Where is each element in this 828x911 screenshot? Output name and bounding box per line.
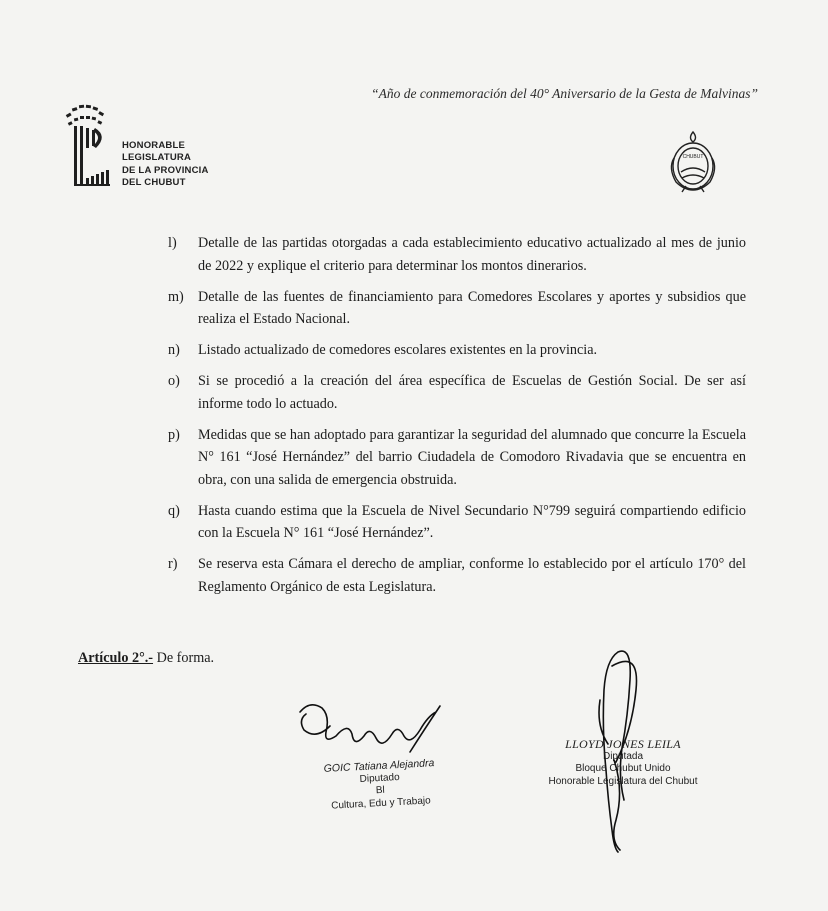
list-item xyxy=(168,232,746,277)
institution-line: HONORABLE xyxy=(122,140,186,151)
signatory-name: LLOYD JONES LEILA xyxy=(565,737,681,751)
list-item xyxy=(168,553,746,598)
list-item xyxy=(168,500,746,545)
institution-name xyxy=(122,140,209,190)
chubut-crest-icon xyxy=(664,128,722,194)
signatory-line: Bl xyxy=(375,784,386,797)
signature-block-goic xyxy=(299,756,461,814)
signatory-name: GOIC Tatiana Alejandra xyxy=(323,757,435,775)
signatory-line: Bloque Chubut Unido xyxy=(575,763,671,774)
institution-line: LEGISLATURA xyxy=(122,152,192,164)
legislature-logo-icon xyxy=(62,100,114,192)
list-item xyxy=(168,370,746,415)
item-text: Hasta cuando estima que la Escuela de Nivel Secundario N°799 seguirá compartiendo edificio con la Escuela N° 161 “José Hernández”. xyxy=(198,502,746,542)
item-marker: m) xyxy=(168,288,184,305)
institution-line: DE LA PROVINCIA xyxy=(122,164,209,176)
list-item xyxy=(168,286,746,331)
signature-scribble-goic xyxy=(300,705,440,752)
signatory-line: Cultura, Edu xyxy=(330,797,388,812)
institution-line: DEL CHUBUT xyxy=(122,177,186,189)
item-text: Medidas que se han adoptado para garantizar la seguridad del alumnado que concurre la Escuela N° 161 “José Hernández” del barrio Ciudadela de Comodoro Rivadavia que se encuentra en obra, con una salida de emergencia obstruida. xyxy=(198,426,746,488)
item-text: Se reserva esta Cámara el derecho de ampliar, conforme lo establecido por el artículo 170° del Reglamento Orgánico de esta Legislatura. xyxy=(198,556,746,596)
item-text: Detalle de las fuentes de financiamiento para Comedores Escolares y aportes y subsidios que realiza el Estado Nacional. xyxy=(198,288,746,328)
item-marker: r) xyxy=(168,556,178,573)
signatory-line: Diputado xyxy=(359,771,400,785)
request-items-list xyxy=(168,232,746,607)
article-text: De forma. xyxy=(156,650,215,666)
signatory-line: Honorable Legislatura del Chubut xyxy=(548,775,698,787)
item-marker: q) xyxy=(168,502,180,519)
item-marker: p) xyxy=(168,426,180,443)
item-marker: o) xyxy=(168,373,180,390)
signatory-line: Diputada xyxy=(602,750,644,762)
item-marker: n) xyxy=(168,342,180,359)
list-item xyxy=(168,424,746,492)
signature-block-lloyd xyxy=(536,738,710,788)
item-text: Detalle de las partidas otorgadas a cada establecimiento educativo actualizado al mes de junio de 2022 y explique el criterio para determinar los montos dinerarios. xyxy=(198,235,746,274)
item-text: Listado actualizado de comedores escolares existentes en la provincia. xyxy=(198,342,598,359)
item-marker: l) xyxy=(168,235,177,251)
signatory-line: y Trabajo xyxy=(389,794,431,809)
year-motto: “Año de conmemoración del 40° Aniversario de la Gesta de Malvinas” xyxy=(371,86,758,101)
article-heading: Artículo 2°.- xyxy=(78,650,154,666)
list-item xyxy=(168,339,746,362)
article-2 xyxy=(78,650,214,667)
item-text: Si se procedió a la creación del área específica de Escuelas de Gestión Social. De ser así informe todo lo actuado. xyxy=(198,373,746,412)
crest-label: CHUBUT xyxy=(682,154,704,160)
